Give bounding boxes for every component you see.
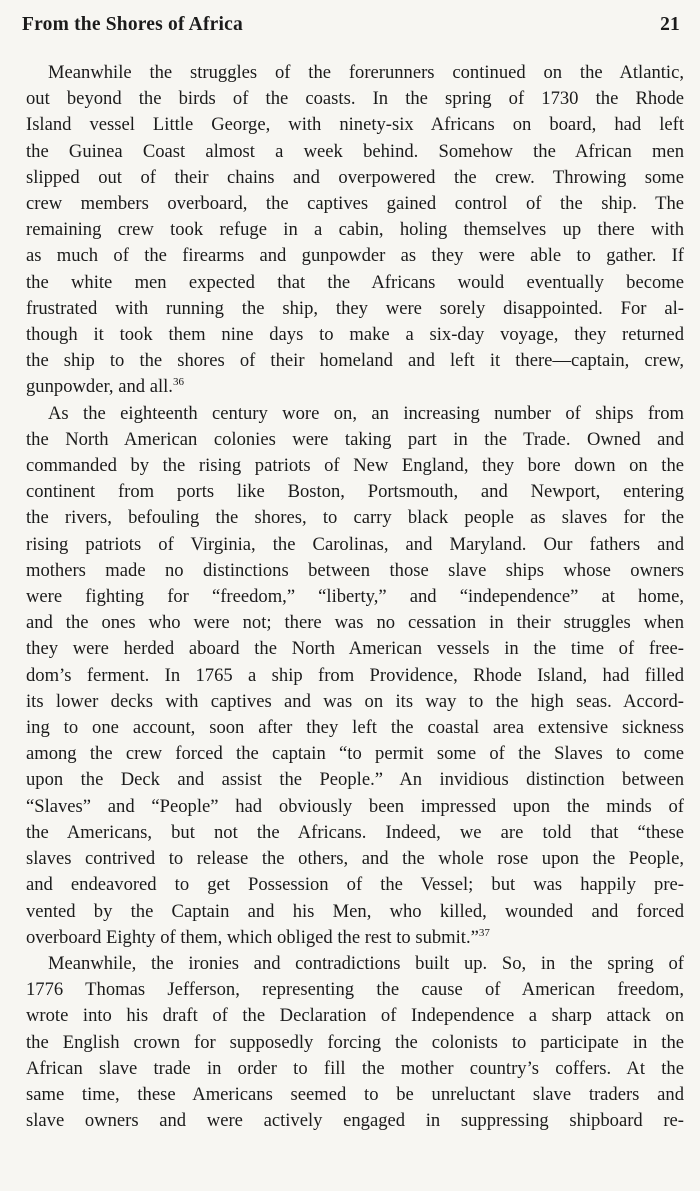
page-number: 21	[660, 14, 680, 35]
text-line: wrote into his draft of the Declaration of Independence a sharp attack on	[26, 1005, 684, 1027]
body-text	[26, 60, 684, 1134]
text-line: Meanwhile, the ironies and contradictions built up. So, in the spring of	[48, 952, 684, 974]
text-line: the rivers, befouling the shores, to carry black people as slaves for the	[26, 507, 684, 529]
text-line: though it took them nine days to make a six-day voyage, they returned	[26, 324, 684, 346]
text-line: slave owners and were actively engaged in suppressing shipboard re-	[26, 1110, 684, 1132]
text-line: As the eighteenth century wore on, an increasing number of ships from	[48, 402, 684, 424]
text-line: African slave trade in order to fill the mother country’s coffers. At the	[26, 1057, 684, 1079]
text-line: slipped out of their chains and overpowered the crew. Throwing some	[26, 166, 684, 188]
text-line-content: overboard Eighty of them, which obliged the rest to submit.”	[26, 926, 479, 948]
text-line: upon the Deck and assist the People.” An invidious distinction between	[26, 769, 684, 791]
text-line: same time, these Americans seemed to be unreluctant slave traders and	[26, 1083, 684, 1105]
text-line: commanded by the rising patriots of New England, they bore down on the	[26, 455, 684, 477]
paragraph-2	[26, 401, 684, 951]
text-line	[26, 374, 684, 400]
running-title: From the Shores of Africa	[22, 14, 243, 35]
text-line: vented by the Captain and his Men, who killed, wounded and forced	[26, 900, 684, 922]
text-line: the ship to the shores of their homeland and left it there—captain, crew,	[26, 350, 684, 372]
text-line: its lower decks with captives and was on its way to the high seas. Accord-	[26, 690, 684, 712]
running-head	[22, 14, 684, 36]
text-line: continent from ports like Boston, Portsmouth, and Newport, entering	[26, 481, 684, 503]
text-line-content: gunpowder, and all.	[26, 376, 173, 398]
text-line: 1776 Thomas Jefferson, representing the cause of American freedom,	[26, 979, 684, 1001]
footnote-ref: 37	[478, 926, 490, 939]
text-line: Meanwhile the struggles of the forerunners continued on the Atlantic,	[48, 62, 684, 83]
text-line: crew members overboard, the captives gained control of the ship. The	[26, 193, 684, 215]
text-line: ing to one account, soon after they left the coastal area extensive sickness	[26, 717, 684, 739]
text-line: among the crew forced the captain “to permit some of the Slaves to come	[26, 743, 684, 765]
text-line: the North American colonies were taking part in the Trade. Owned and	[26, 428, 684, 450]
text-line: the Guinea Coast almost a week behind. Somehow the African men	[26, 140, 684, 162]
text-line: frustrated with running the ship, they were sorely disappointed. For al-	[26, 297, 684, 319]
text-line: Island vessel Little George, with ninety-six Africans on board, had left	[26, 114, 684, 136]
paragraph-1	[26, 60, 684, 401]
text-line: mothers made no distinctions between those slave ships whose owners	[26, 559, 684, 581]
text-line: and the ones who were not; there was no cessation in their struggles when	[26, 612, 684, 634]
text-line: rising patriots of Virginia, the Carolinas, and Maryland. Our fathers and	[26, 533, 684, 555]
text-line: out beyond the birds of the coasts. In the spring of 1730 the Rhode	[26, 88, 684, 110]
text-line: dom’s ferment. In 1765 a ship from Providence, Rhode Island, had filled	[26, 664, 684, 686]
text-line: remaining crew took refuge in a cabin, holing themselves up there with	[26, 219, 684, 241]
paragraph-3	[26, 951, 684, 1134]
text-line: and endeavored to get Possession of the Vessel; but was happily pre-	[26, 874, 684, 896]
text-line: were fighting for “freedom,” “liberty,” and “independence” at home,	[26, 586, 684, 608]
text-line: “Slaves” and “People” had obviously been impressed upon the minds of	[26, 795, 684, 817]
text-line: slaves contrived to release the others, and the whole rose upon the People,	[26, 848, 684, 870]
text-line	[26, 925, 684, 951]
text-line: the Americans, but not the Africans. Indeed, we are told that “these	[26, 821, 684, 843]
text-line: the English crown for supposedly forcing the colonists to participate in the	[26, 1031, 684, 1053]
text-line: the white men expected that the Africans would eventually become	[26, 271, 684, 293]
footnote-ref: 36	[172, 376, 184, 389]
text-line: they were herded aboard the North American vessels in the time of free-	[26, 638, 684, 660]
text-line: as much of the firearms and gunpowder as they were able to gather. If	[26, 245, 684, 267]
